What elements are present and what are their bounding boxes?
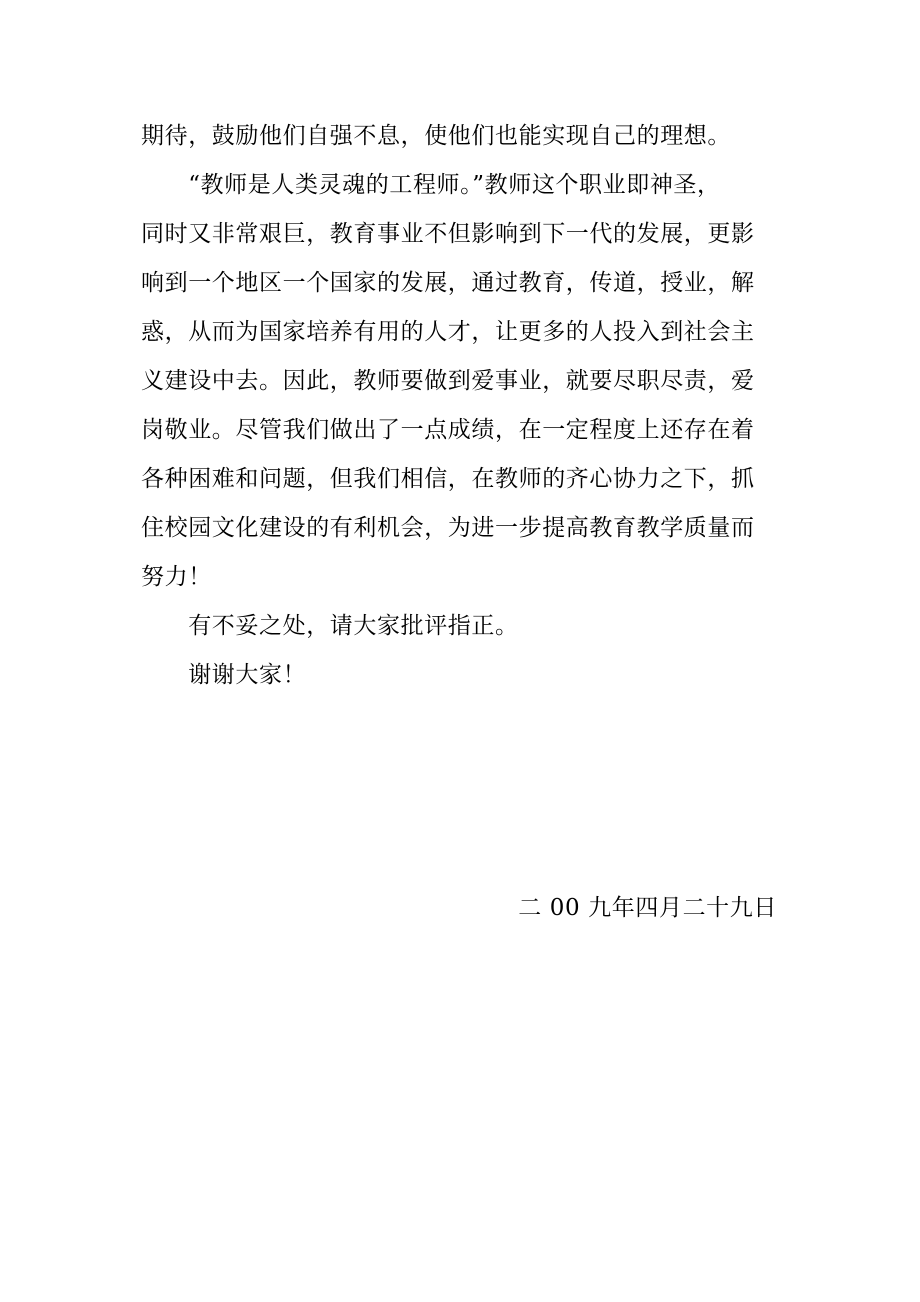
text-line: 各种困难和问题，但我们相信，在教师的齐心协力之下，抓 — [141, 466, 755, 492]
text-line: 谢谢大家！ — [141, 662, 307, 688]
text-line: “教师是人类灵魂的工程师。”教师这个职业即神圣， — [141, 172, 721, 198]
text-line: 有不妥之处，请大家批评指正。 — [141, 613, 519, 639]
text-line: 努力！ — [141, 564, 212, 590]
text-line: 同时又非常艰巨，教育事业不但影响到下一代的发展，更影 — [141, 221, 755, 247]
text-line: 住校园文化建设的有利机会，为进一步提高教育教学质量而 — [141, 515, 755, 541]
document-date: 二 00 九年四月二十九日 — [518, 895, 777, 921]
text-line: 响到一个地区一个国家的发展，通过教育，传道，授业，解 — [141, 270, 755, 296]
text-line: 义建设中去。因此，教师要做到爱事业，就要尽职尽责，爱 — [141, 368, 755, 394]
text-line: 岗敬业。尽管我们做出了一点成绩，在一定程度上还存在着 — [141, 417, 755, 443]
text-line: 惑，从而为国家培养有用的人才，让更多的人投入到社会主 — [141, 319, 755, 345]
text-line: 期待，鼓励他们自强不息，使他们也能实现自己的理想。 — [141, 123, 731, 149]
